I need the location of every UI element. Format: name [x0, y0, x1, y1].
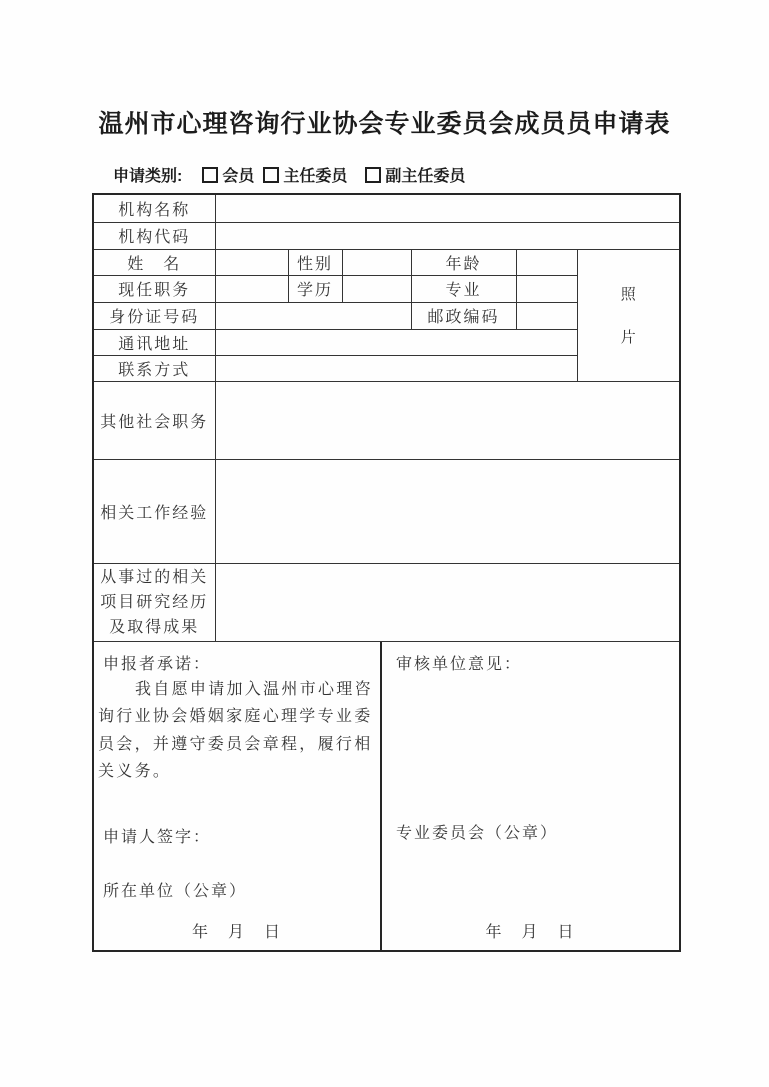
research-label	[93, 563, 215, 641]
other-titles-label: 其他社会职务	[93, 381, 215, 459]
photo-placeholder	[578, 283, 680, 347]
member-checkbox[interactable]	[202, 167, 218, 183]
declaration-date-label: 年 月 日	[191, 923, 282, 941]
postal-code-input[interactable]	[516, 302, 577, 329]
major-input[interactable]	[516, 275, 577, 302]
category-row	[113, 163, 474, 186]
name-label: 姓 名	[93, 249, 215, 275]
position-input[interactable]	[215, 275, 288, 302]
org-name-input[interactable]	[215, 194, 680, 222]
gender-input[interactable]	[342, 249, 411, 275]
table-row	[93, 459, 680, 563]
vice-chair-checkbox-label: 副主任委员	[385, 168, 466, 185]
review-pane	[382, 642, 679, 950]
research-label-line1: 从事过的相关	[100, 568, 209, 586]
committee-seal-label: 专业委员会（公章）	[396, 824, 559, 842]
position-label: 现任职务	[93, 275, 215, 302]
org-code-input[interactable]	[215, 222, 680, 249]
research-label-line3: 及取得成果	[109, 618, 200, 636]
photo-label-line1: 照	[620, 287, 636, 303]
other-titles-input[interactable]	[215, 381, 680, 459]
table-row	[93, 641, 680, 951]
page-title: 温州市心理咨询行业协会专业委员会成员员申请表	[98, 110, 671, 138]
age-input[interactable]	[516, 249, 577, 275]
id-number-input[interactable]	[215, 302, 411, 329]
research-input[interactable]	[215, 563, 680, 641]
org-code-label: 机构代码	[93, 222, 215, 249]
declaration-pane	[94, 642, 382, 950]
bottom-section	[93, 641, 680, 951]
name-input[interactable]	[215, 249, 288, 275]
photo-label-line2: 片	[620, 330, 636, 346]
contact-input[interactable]	[215, 355, 577, 381]
research-label-line2: 项目研究经历	[100, 593, 209, 611]
chair-checkbox[interactable]	[263, 167, 279, 183]
category-option-vice-chair	[365, 163, 465, 186]
application-table	[92, 193, 681, 952]
declaration-heading: 申报者承诺：	[103, 655, 212, 673]
applicant-signature-label: 申请人签字：	[103, 828, 212, 846]
table-row	[93, 222, 680, 249]
table-row	[93, 194, 680, 222]
category-label: 申请类别:	[113, 168, 183, 185]
address-input[interactable]	[215, 329, 577, 355]
education-label: 学历	[288, 275, 342, 302]
unit-seal-label: 所在单位（公章）	[103, 882, 248, 900]
contact-label: 联系方式	[93, 355, 215, 381]
table-row	[93, 249, 680, 275]
gender-label: 性别	[288, 249, 342, 275]
declaration-body: 我自愿申请加入温州市心理咨询行业协会婚姻家庭心理学专业委员会，并遵守委员会章程，履行相关义务。	[98, 680, 373, 780]
major-label: 专业	[411, 275, 516, 302]
chair-checkbox-label: 主任委员	[283, 168, 348, 185]
vice-chair-checkbox[interactable]	[365, 167, 381, 183]
work-experience-input[interactable]	[215, 459, 680, 563]
category-option-member	[202, 163, 254, 186]
member-checkbox-label: 会员	[222, 168, 255, 185]
id-number-label: 身份证号码	[93, 302, 215, 329]
category-option-chair	[263, 163, 347, 186]
photo-cell[interactable]	[577, 249, 680, 381]
org-name-label: 机构名称	[93, 194, 215, 222]
review-heading: 审核单位意见：	[396, 655, 523, 673]
review-date-label: 年 月 日	[485, 923, 576, 941]
address-label: 通讯地址	[93, 329, 215, 355]
age-label: 年龄	[411, 249, 516, 275]
education-input[interactable]	[342, 275, 411, 302]
table-row	[93, 563, 680, 641]
table-row	[93, 381, 680, 459]
bottom-wrap	[94, 642, 679, 950]
postal-code-label: 邮政编码	[411, 302, 516, 329]
work-experience-label: 相关工作经验	[93, 459, 215, 563]
